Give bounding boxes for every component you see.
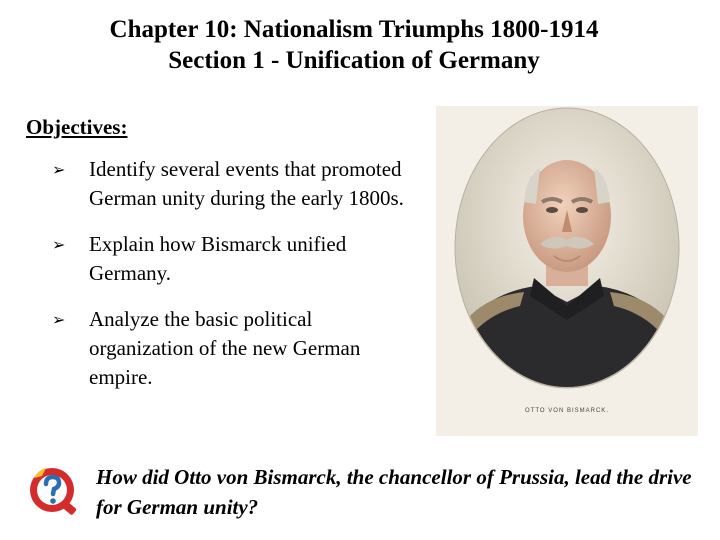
bismarck-portrait (436, 106, 698, 436)
objectives-heading: Objectives: (26, 115, 128, 139)
title-line-1: Chapter 10: Nationalism Triumphs 1800-1914 (109, 16, 599, 43)
slide-title (0, 14, 708, 76)
objective-item (52, 155, 412, 213)
objective-item (52, 305, 412, 392)
arrow-bullet-icon: ➢ (52, 310, 66, 329)
objective-text: Identify several events that promoted German unity during the early 1800s. (89, 157, 404, 210)
arrow-bullet-icon: ➢ (52, 160, 66, 179)
portrait-illustration (436, 106, 698, 436)
focus-question: How did Otto von Bismarck, the chancellor of Prussia, lead the drive for German unity? (96, 465, 692, 519)
objective-text: Analyze the basic political organization of the new German empire. (89, 307, 361, 389)
arrow-bullet-icon: ➢ (52, 235, 66, 254)
question-mark-icon (28, 464, 80, 520)
objective-text: Explain how Bismarck unified Germany. (89, 232, 347, 285)
portrait-caption: OTTO VON BISMARCK. (525, 408, 609, 414)
title-line-2: Section 1 - Unification of Germany (168, 47, 540, 74)
objective-item (52, 230, 412, 288)
objectives-list (52, 155, 412, 409)
